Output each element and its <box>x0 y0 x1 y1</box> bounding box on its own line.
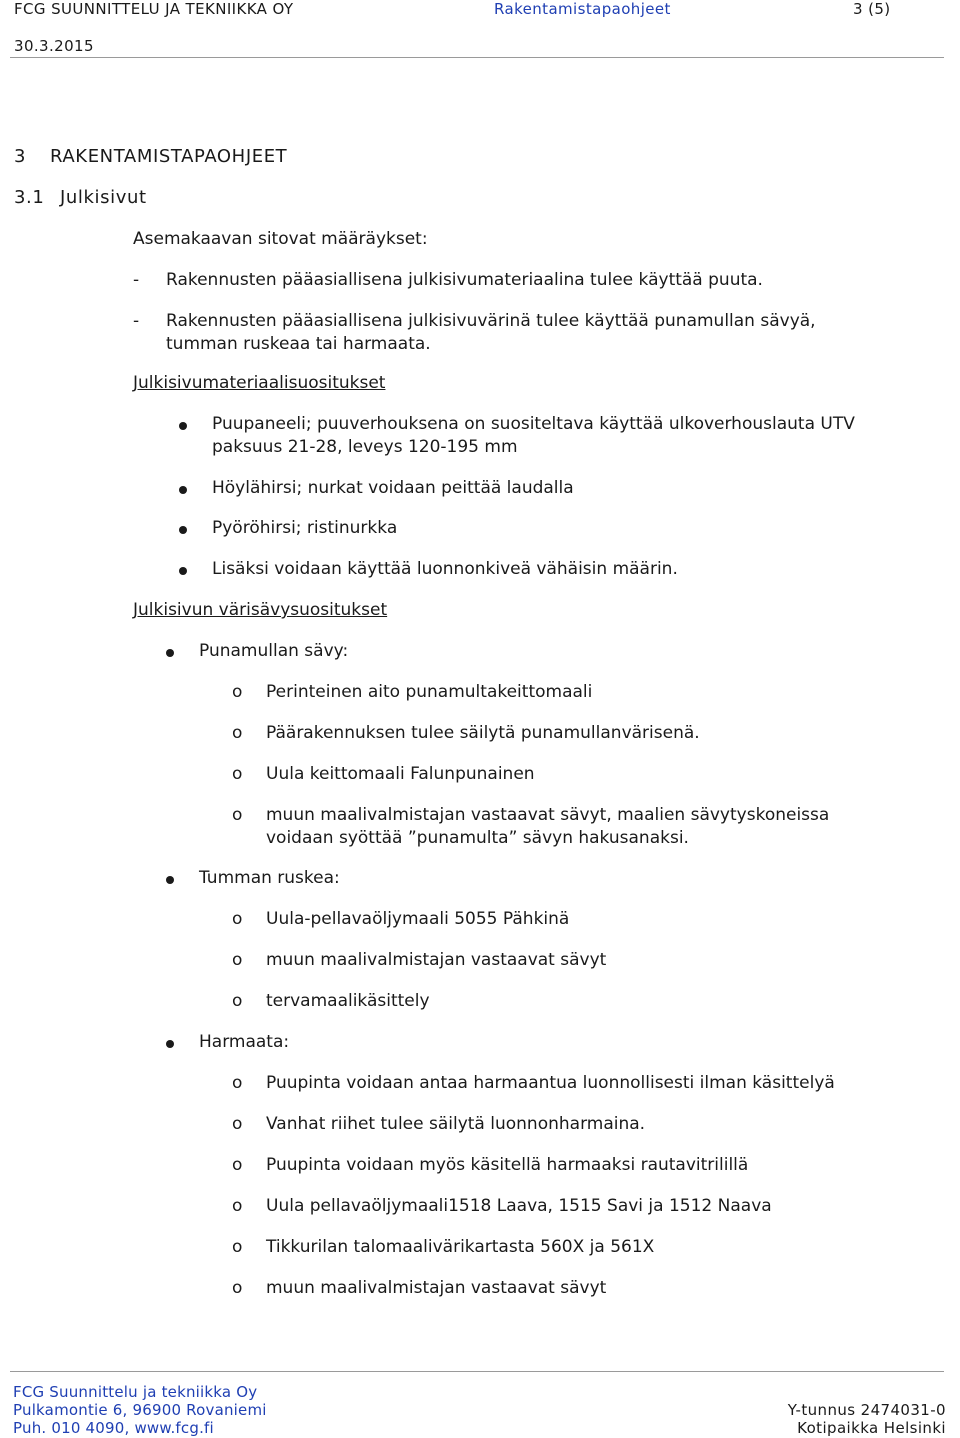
rule-dash: - <box>133 270 140 290</box>
circle-bullet-icon: o <box>232 1114 243 1134</box>
header-date: 30.3.2015 <box>14 37 94 55</box>
circle-bullet-icon: o <box>232 1196 243 1216</box>
header-page-number: 3 (5) <box>853 0 891 18</box>
footer-business-id: Y-tunnus 2474031-0 <box>787 1401 946 1419</box>
bullet-icon <box>179 486 187 494</box>
circle-bullet-icon: o <box>232 682 243 702</box>
color-item-line: muun maalivalmistajan vastaavat sävyt <box>266 950 607 970</box>
circle-bullet-icon: o <box>232 950 243 970</box>
color-item-line: Puupinta voidaan antaa harmaantua luonnollisesti ilman käsittelyä <box>266 1073 835 1093</box>
bullet-icon <box>179 526 187 534</box>
color-item-line: Vanhat riihet tulee säilytä luonnonharmaina. <box>266 1114 646 1134</box>
bullet-icon <box>166 649 174 657</box>
bullet-icon <box>166 1040 174 1048</box>
footer-domicile: Kotipaikka Helsinki <box>797 1419 946 1437</box>
circle-bullet-icon: o <box>232 1237 243 1257</box>
header-company: FCG SUUNNITTELU JA TEKNIIKKA OY <box>14 0 294 18</box>
section-number: 3 <box>14 146 27 167</box>
circle-bullet-icon: o <box>232 909 243 929</box>
material-item-line: Höylähirsi; nurkat voidaan peittää laudalla <box>212 478 574 498</box>
color-group-label: Harmaata: <box>199 1032 290 1052</box>
bullet-icon <box>179 422 187 430</box>
footer-address: Pulkamontie 6, 96900 Rovaniemi <box>13 1401 267 1419</box>
rule-line: Rakennusten pääasiallisena julkisivumateriaalina tulee käyttää puuta. <box>166 270 763 290</box>
circle-bullet-icon: o <box>232 1278 243 1298</box>
color-item-line: tervamaalikäsittely <box>266 991 430 1011</box>
material-item-line: paksuus 21-28, leveys 120-195 mm <box>212 437 518 457</box>
circle-bullet-icon: o <box>232 991 243 1011</box>
material-item-line: Puupaneeli; puuverhouksena on suositeltava käyttää ulkoverhouslauta UTV <box>212 414 855 434</box>
footer-contact: Puh. 010 4090, www.fcg.fi <box>13 1419 214 1437</box>
footer-rule <box>10 1371 944 1372</box>
color-item-line: Perinteinen aito punamultakeittomaali <box>266 682 593 702</box>
footer-company: FCG Suunnittelu ja tekniikka Oy <box>13 1383 258 1401</box>
circle-bullet-icon: o <box>232 1073 243 1093</box>
color-item-line: Uula pellavaöljymaali1518 Laava, 1515 Savi ja 1512 Naava <box>266 1196 772 1216</box>
color-item-line: muun maalivalmistajan vastaavat sävyt, maalien sävytyskoneissa <box>266 805 830 825</box>
rule-line: Rakennusten pääasiallisena julkisivuvärinä tulee käyttää punamullan sävyä, <box>166 311 816 331</box>
material-item-line: Lisäksi voidaan käyttää luonnonkiveä vähäisin määrin. <box>212 559 678 579</box>
material-item-line: Pyöröhirsi; ristinurkka <box>212 518 398 538</box>
header-doc-title: Rakentamistapaohjeet <box>494 0 671 18</box>
rule-line: tumman ruskeaa tai harmaata. <box>166 334 431 354</box>
color-item-line: voidaan syöttää ”punamulta” sävyn hakusanaksi. <box>266 828 689 848</box>
bullet-icon <box>179 567 187 575</box>
color-group-label: Punamullan sävy: <box>199 641 349 661</box>
color-group-label: Tumman ruskea: <box>199 868 340 888</box>
circle-bullet-icon: o <box>232 1155 243 1175</box>
color-item-line: Uula-pellavaöljymaali 5055 Pähkinä <box>266 909 570 929</box>
color-item-line: Uula keittomaali Falunpunainen <box>266 764 535 784</box>
circle-bullet-icon: o <box>232 764 243 784</box>
color-item-line: Puupinta voidaan myös käsitellä harmaaksi rautavitrilillä <box>266 1155 749 1175</box>
colors-heading: Julkisivun värisävysuositukset <box>133 600 388 620</box>
header-rule <box>10 57 944 58</box>
subsection-title: Julkisivut <box>60 187 147 208</box>
color-item-line: muun maalivalmistajan vastaavat sävyt <box>266 1278 607 1298</box>
circle-bullet-icon: o <box>232 723 243 743</box>
circle-bullet-icon: o <box>232 805 243 825</box>
intro-text: Asemakaavan sitovat määräykset: <box>133 229 428 249</box>
bullet-icon <box>166 876 174 884</box>
materials-heading: Julkisivumateriaalisuositukset <box>133 373 386 393</box>
color-item-line: Päärakennuksen tulee säilytä punamullanvärisenä. <box>266 723 700 743</box>
section-title: RAKENTAMISTAPAOHJEET <box>50 146 288 167</box>
color-item-line: Tikkurilan talomaalivärikartasta 560X ja 561X <box>266 1237 655 1257</box>
subsection-number: 3.1 <box>14 187 45 208</box>
rule-dash: - <box>133 311 140 331</box>
